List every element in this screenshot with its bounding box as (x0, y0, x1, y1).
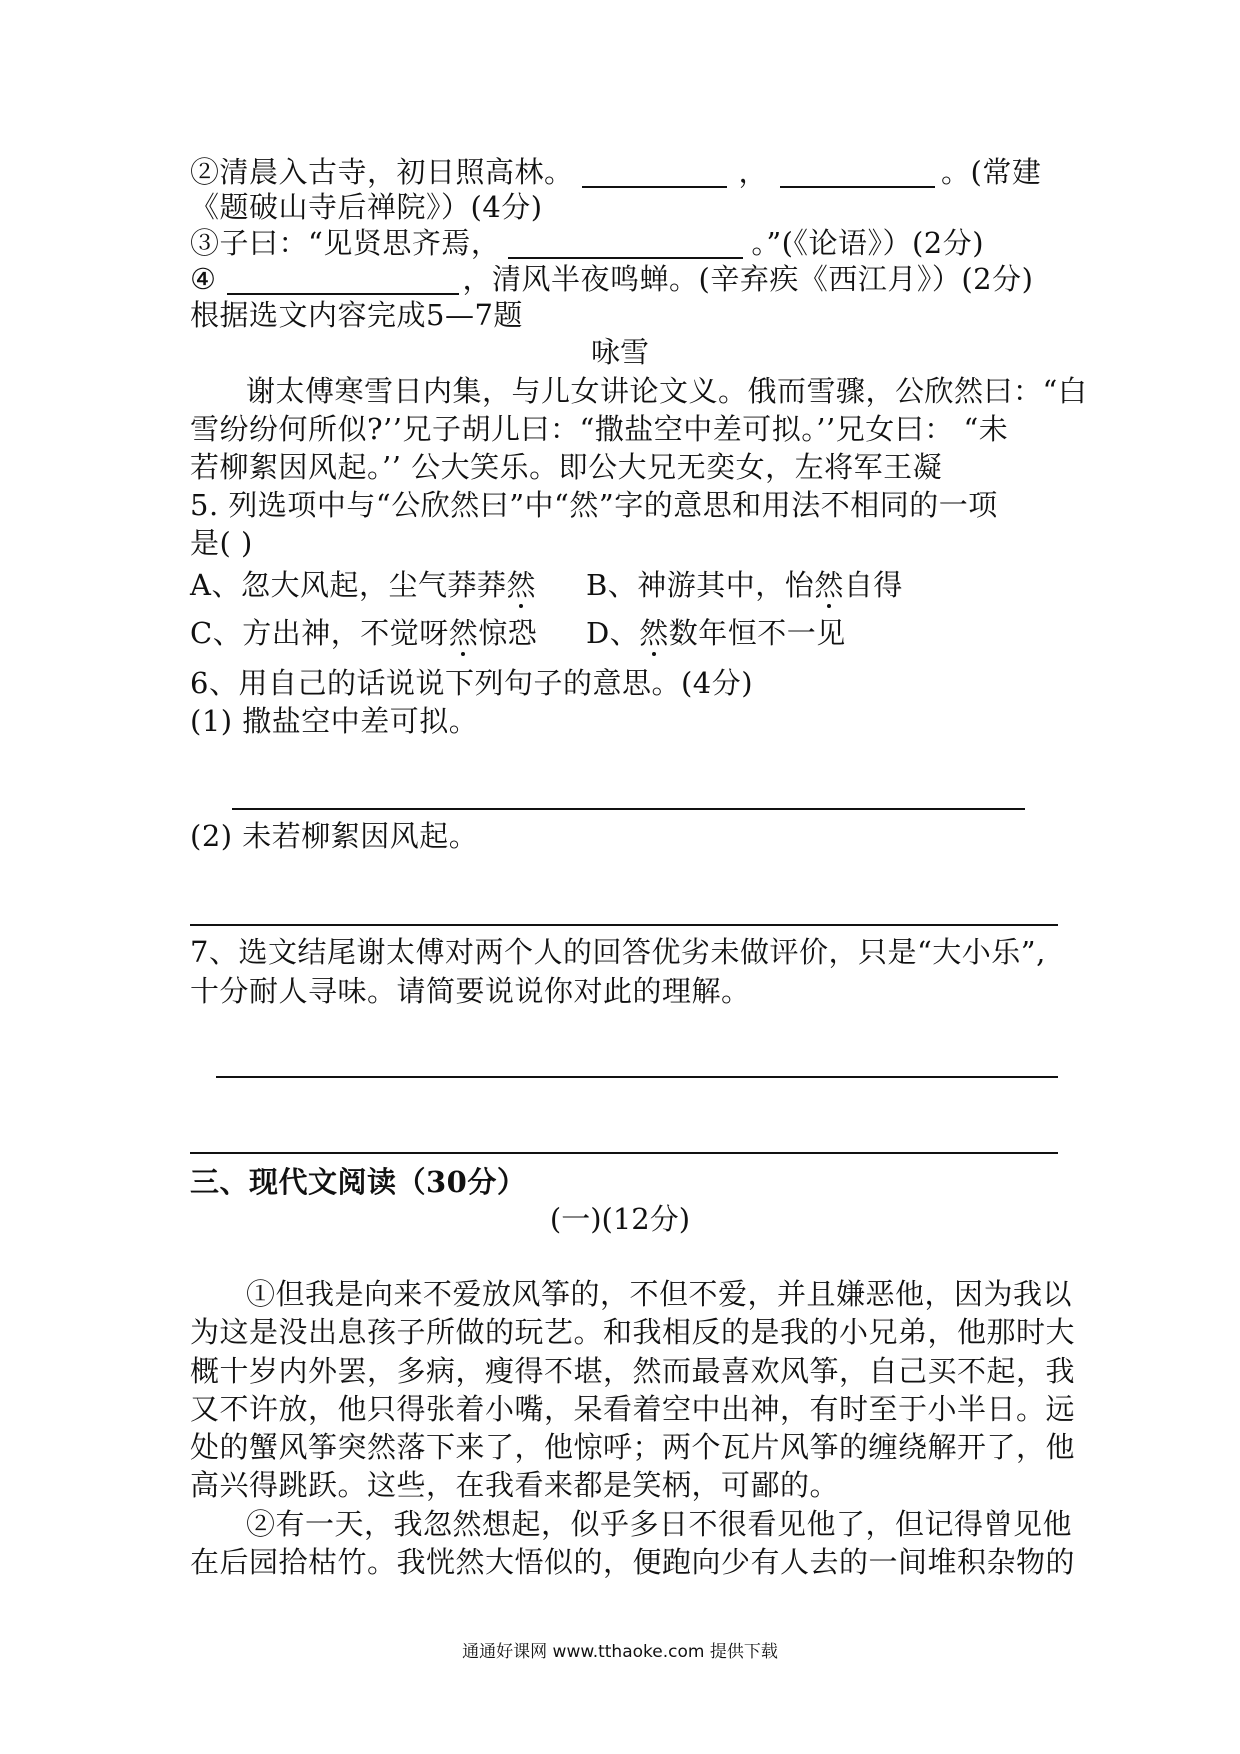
answer-blank[interactable] (582, 156, 727, 188)
poem-q2-text: ②清晨入古寺，初日照高林。 (190, 155, 574, 189)
q5-option-d[interactable]: D、然数年恒不一见 (586, 616, 846, 650)
emphasis-char: 然 (639, 616, 669, 650)
q6-stem: 6、用自己的话说说下列句子的意思。(4分) (190, 666, 754, 700)
poem-q3-text: ③子曰：“见贤思齐焉， (190, 226, 501, 260)
poem-q4-line (190, 260, 1033, 298)
answer-line[interactable] (190, 924, 1058, 926)
poem-q4-num: ④ (190, 262, 217, 296)
answer-line[interactable] (190, 1152, 1058, 1154)
passage-line: 若柳絮因风起。’’ 公大笑乐。即公大兄无奕女，左将军王凝 (190, 450, 943, 484)
q5-option-b[interactable]: B、神游其中，怡然自得 (586, 568, 903, 602)
emphasis-char: 然 (814, 568, 844, 602)
q6-item-2: (2) 未若柳絮因风起。 (190, 819, 479, 853)
passage-line: ①但我是向来不爱放风筝的，不但不爱，并且嫌恶他，因为我以 (246, 1277, 1073, 1311)
passage-line: 概十岁内外罢，多病，瘦得不堪，然而最喜欢风筝，自己买不起，我 (190, 1354, 1076, 1388)
poem-q3-line (190, 224, 984, 262)
answer-blank[interactable] (780, 156, 935, 188)
poem-q2-comma: ， (738, 155, 769, 189)
poem-q3-end: 。”(《论语》）(2分) (751, 226, 985, 260)
q5-option-a[interactable]: A、忽大风起，尘气莽莽然 (190, 568, 536, 602)
passage-line: 在后园拾枯竹。我恍然大悟似的，便跑向少有人去的一间堆积杂物的 (190, 1545, 1076, 1579)
passage-title: 咏雪 (590, 335, 649, 369)
passage-line: ②有一天，我忽然想起，似乎多日不很看见他了，但记得曾见他 (246, 1507, 1073, 1541)
passage-line: 谢太傅寒雪日内集，与儿女讲论文义。俄而雪骤，公欣然曰：“白 (246, 374, 1088, 408)
answer-line[interactable] (232, 808, 1025, 810)
passage-line: 雪纷纷何所似?’’兄子胡儿曰：“撒盐空中差可拟。’’兄女曰： “未 (190, 412, 1009, 446)
answer-blank[interactable] (227, 263, 459, 295)
emphasis-char: 然 (448, 616, 479, 650)
q5-option-c[interactable]: C、方出神，不觉呀然惊恐 (190, 616, 538, 650)
q5-stem: 5. 列选项中与“公欣然曰”中“然”字的意思和用法不相同的一项 (190, 488, 998, 522)
passage-line: 为这是没出息孩子所做的玩艺。和我相反的是我的小兄弟，他那时大 (190, 1315, 1076, 1349)
poem-q4-end: ，清风半夜鸣蝉。(辛弃疾《西江月》）(2分) (462, 262, 1034, 296)
emphasis-char: 然 (506, 568, 536, 602)
q7-stem-end: 十分耐人寻味。请简要说说你对此的理解。 (190, 974, 751, 1008)
q6-item-1: (1) 撒盐空中差可拟。 (190, 704, 479, 738)
section-heading: 三、现代文阅读（30分） (190, 1165, 527, 1199)
section-subheading: (一)(12分) (549, 1202, 691, 1236)
passage-line: 又不许放，他只得张着小嘴，呆看着空中出神，有时至于小半日。远 (190, 1392, 1076, 1426)
q5-stem-end: 是( ) (190, 526, 253, 560)
poem-q2-end: 。(常建 (941, 155, 1042, 189)
answer-line[interactable] (216, 1076, 1058, 1078)
answer-blank[interactable] (508, 227, 743, 259)
passage-line: 处的蟹风筝突然落下来了，他惊呼；两个瓦片风筝的缠绕解开了，他 (190, 1430, 1076, 1464)
q7-stem: 7、选文结尾谢太傅对两个人的回答优劣未做评价，只是“大小乐”, (190, 935, 1046, 969)
poem-q2-source: 《题破山寺后禅院》）(4分) (190, 190, 543, 224)
page-footer: 通通好课网 www.tthaoke.com 提供下载 (462, 1642, 778, 1662)
passage-line: 高兴得跳跃。这些，在我看来都是笑柄，可鄙的。 (190, 1468, 840, 1502)
poem-q2-line (190, 153, 1041, 191)
reading-intro: 根据选文内容完成5—7题 (190, 298, 523, 332)
